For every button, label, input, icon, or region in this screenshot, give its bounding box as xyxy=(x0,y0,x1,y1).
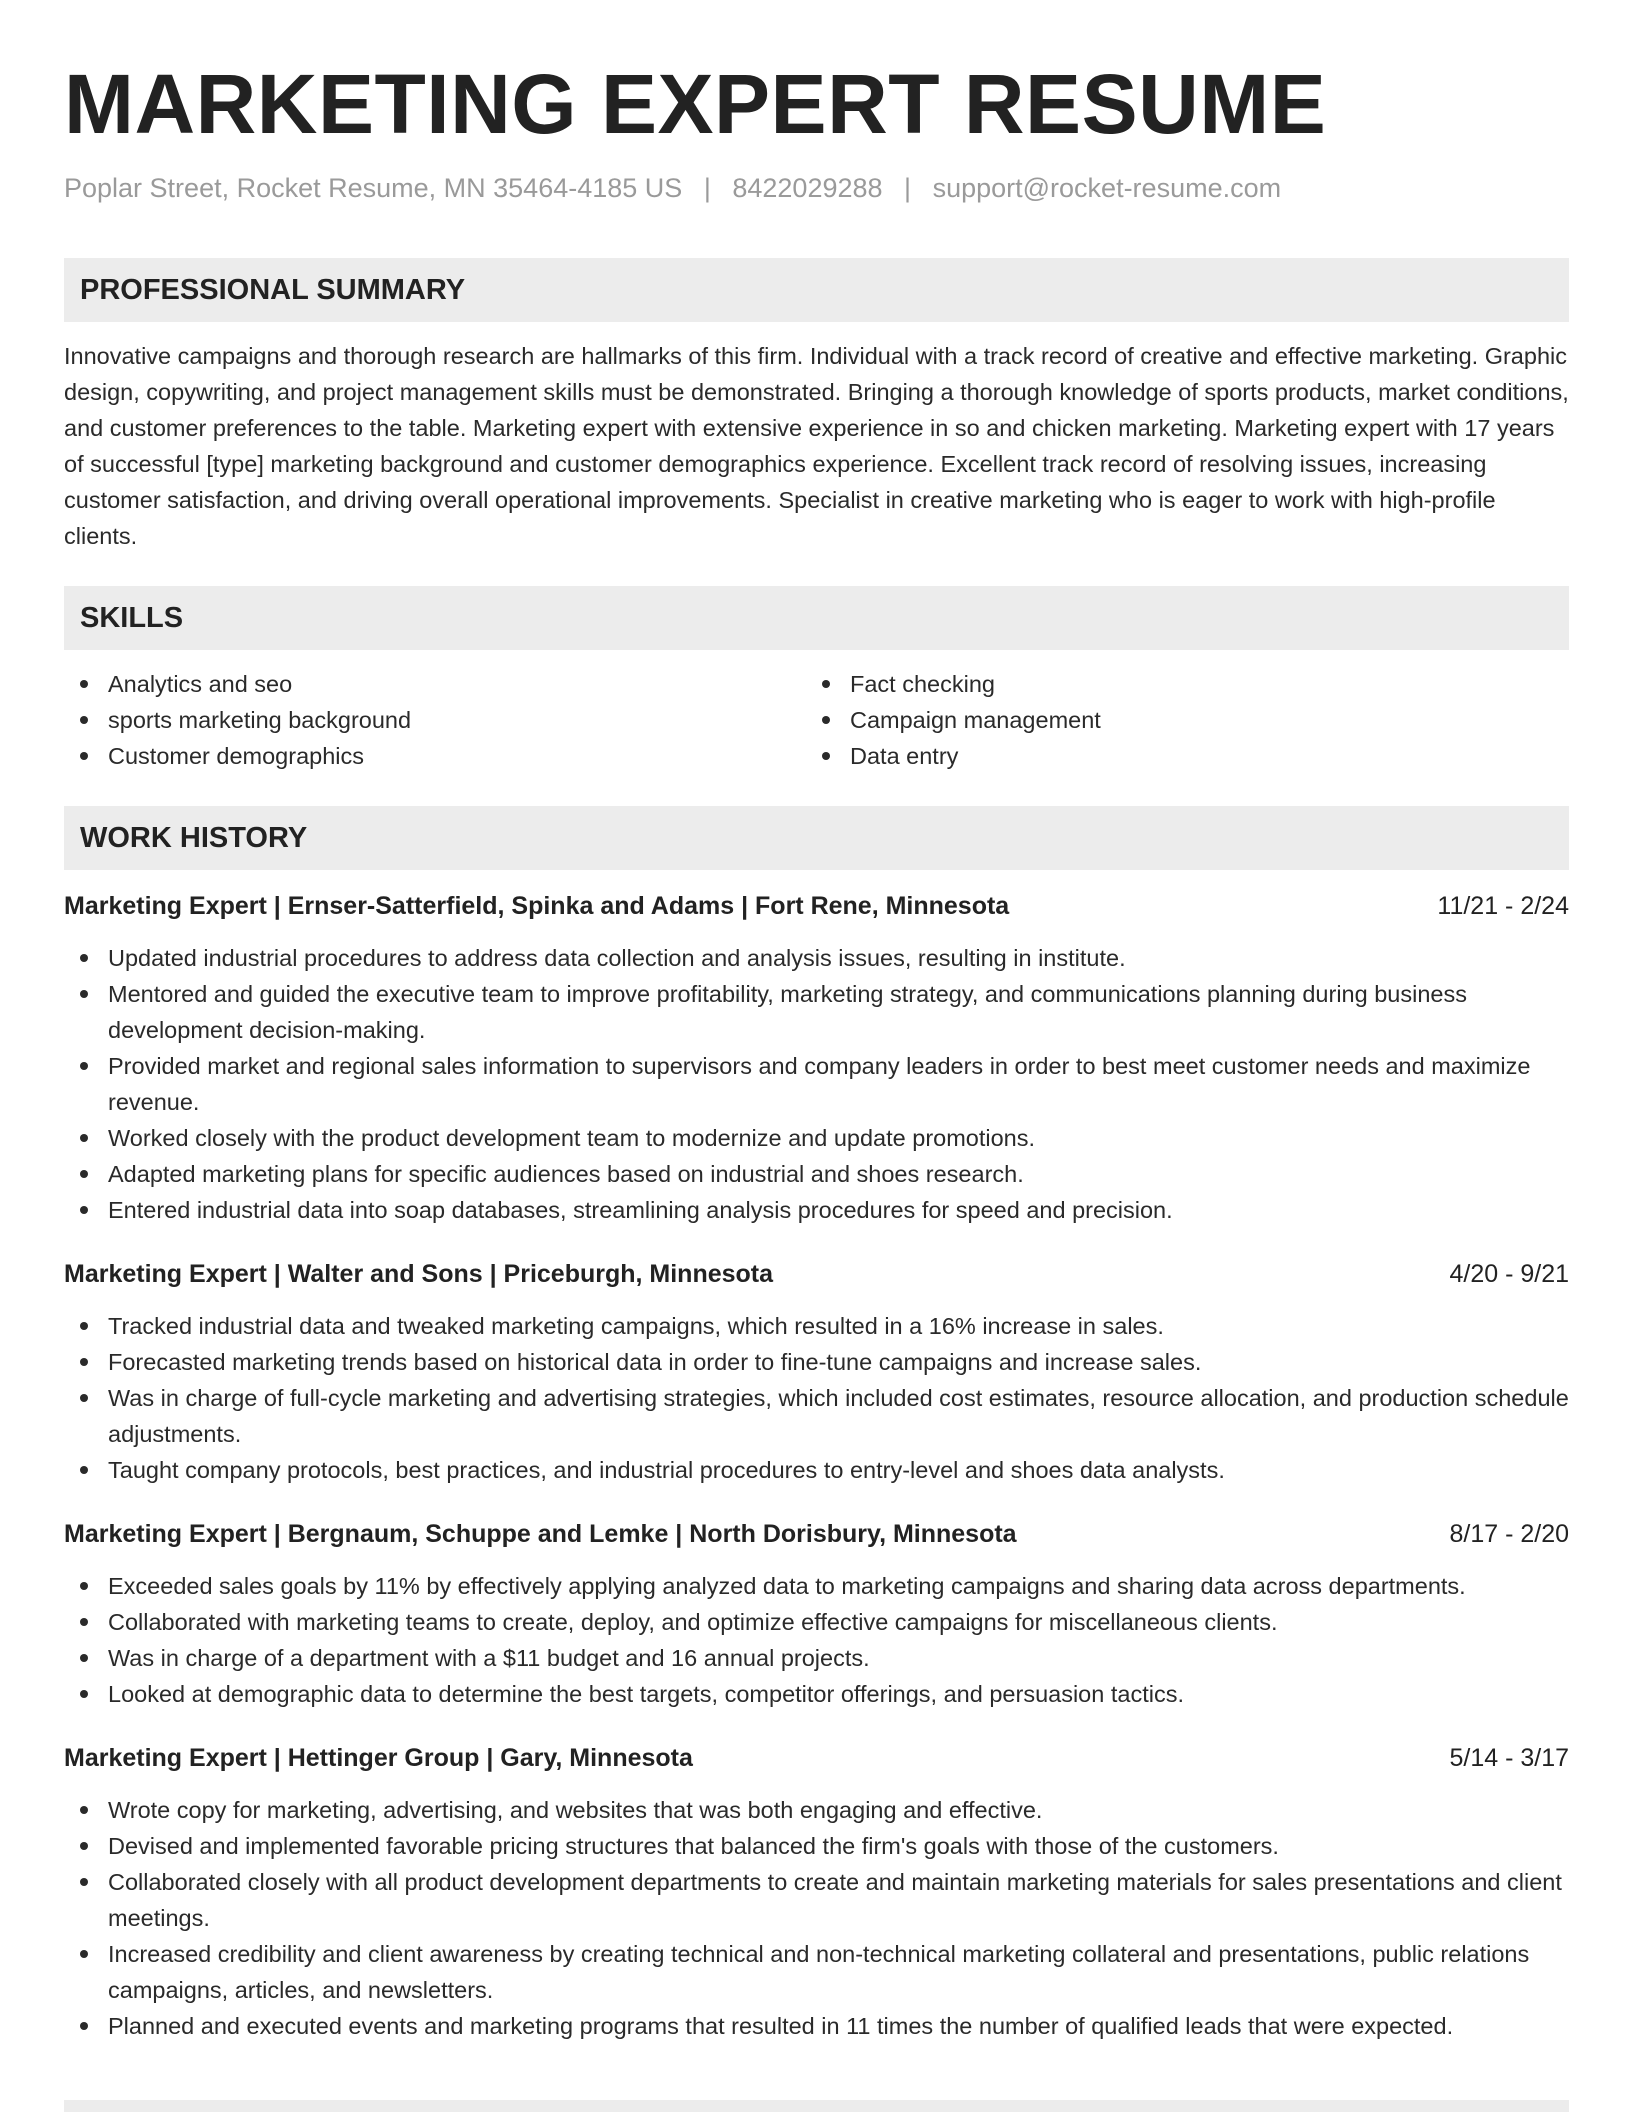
job-bullet: Was in charge of a department with a $11 budget and 16 annual projects. xyxy=(64,1640,1569,1676)
job-heading: Marketing Expert | Hettinger Group | Gary, Minnesota xyxy=(64,1744,693,1772)
skill-item: Analytics and seo xyxy=(64,666,806,702)
job-bullet: Adapted marketing plans for specific audiences based on industrial and shoes research. xyxy=(64,1156,1569,1192)
job-dates: 4/20 - 9/21 xyxy=(1449,1260,1569,1288)
skill-item: Customer demographics xyxy=(64,738,806,774)
job-bullet: Updated industrial procedures to address data collection and analysis issues, resulting in institute. xyxy=(64,940,1569,976)
job-dates: 5/14 - 3/17 xyxy=(1449,1744,1569,1772)
job-heading: Marketing Expert | Bergnaum, Schuppe and Lemke | North Dorisbury, Minnesota xyxy=(64,1520,1017,1548)
job-bullet: Forecasted marketing trends based on historical data in order to fine-tune campaigns and increase sales. xyxy=(64,1344,1569,1380)
job-bullet: Provided market and regional sales information to supervisors and company leaders in order to best meet customer needs and maximize revenue. xyxy=(64,1048,1569,1120)
job-bullet: Entered industrial data into soap databases, streamlining analysis procedures for speed and precision. xyxy=(64,1192,1569,1228)
job-bullet: Collaborated with marketing teams to create, deploy, and optimize effective campaigns for miscellaneous clients. xyxy=(64,1604,1569,1640)
job-entry xyxy=(64,888,1569,1228)
job-bullets xyxy=(64,1568,1569,1712)
skill-item: sports marketing background xyxy=(64,702,806,738)
job-bullets xyxy=(64,940,1569,1228)
job-dates: 8/17 - 2/20 xyxy=(1449,1520,1569,1548)
skills-column-right xyxy=(806,666,1548,774)
skill-item: Campaign management xyxy=(806,702,1548,738)
next-section-header-edge xyxy=(64,2100,1569,2112)
contact-separator: | xyxy=(703,173,711,203)
job-dates: 11/21 - 2/24 xyxy=(1437,892,1569,920)
job-header xyxy=(64,1256,1569,1292)
job-bullet: Wrote copy for marketing, advertising, and websites that was both engaging and effective. xyxy=(64,1792,1569,1828)
job-bullet: Planned and executed events and marketing programs that resulted in 11 times the number of qualified leads that were expected. xyxy=(64,2008,1569,2044)
job-header xyxy=(64,1740,1569,1776)
job-bullet: Collaborated closely with all product development departments to create and maintain marketing materials for sales presentations and client meetings. xyxy=(64,1864,1569,1936)
skill-item: Fact checking xyxy=(806,666,1548,702)
skills-grid xyxy=(64,666,1569,774)
job-entry xyxy=(64,1740,1569,2044)
job-bullet: Taught company protocols, best practices, and industrial procedures to entry-level and shoes data analysts. xyxy=(64,1452,1569,1488)
job-heading: Marketing Expert | Ernser-Satterfield, Spinka and Adams | Fort Rene, Minnesota xyxy=(64,892,1010,920)
job-bullet: Devised and implemented favorable pricing structures that balanced the firm's goals with those of the customers. xyxy=(64,1828,1569,1864)
contact-address: Poplar Street, Rocket Resume, MN 35464-4185 US xyxy=(64,173,683,203)
job-entry xyxy=(64,1516,1569,1712)
job-header xyxy=(64,888,1569,924)
contact-line xyxy=(64,170,1569,206)
job-bullet: Was in charge of full-cycle marketing and advertising strategies, which included cost estimates, resource allocation, and production schedule adjustments. xyxy=(64,1380,1569,1452)
job-heading: Marketing Expert | Walter and Sons | Priceburgh, Minnesota xyxy=(64,1260,774,1288)
job-bullet: Tracked industrial data and tweaked marketing campaigns, which resulted in a 16% increase in sales. xyxy=(64,1308,1569,1344)
job-bullet: Looked at demographic data to determine the best targets, competitor offerings, and persuasion tactics. xyxy=(64,1676,1569,1712)
job-bullet: Worked closely with the product development team to modernize and update promotions. xyxy=(64,1120,1569,1156)
job-bullet: Mentored and guided the executive team to improve profitability, marketing strategy, and communications planning during business development decision-making. xyxy=(64,976,1569,1048)
summary-text: Innovative campaigns and thorough research are hallmarks of this firm. Individual with a track record of creative and effective marketing. Graphic design, copywriting, and project management skills must be demonstrated. Bringing a thorough knowledge of sports products, market conditions, and customer preferences to the table. Marketing expert with extensive experience in so and chicken marketing. Marketing expert with 17 years of successful [type] marketing background and customer demographics experience. Excellent track record of resolving issues, increasing customer satisfaction, and driving overall operational improvements. Specialist in creative marketing who is eager to work with high-profile clients. xyxy=(64,343,1569,549)
resume-title: MARKETING EXPERT RESUME xyxy=(64,57,1327,151)
section-header-skills: SKILLS xyxy=(64,586,1569,650)
job-entry xyxy=(64,1256,1569,1488)
contact-email: support@rocket-resume.com xyxy=(932,173,1282,203)
contact-separator: | xyxy=(904,173,912,203)
skill-item: Data entry xyxy=(806,738,1548,774)
resume-page xyxy=(64,0,1569,2112)
job-bullet: Exceeded sales goals by 11% by effectively applying analyzed data to marketing campaigns and sharing data across departments. xyxy=(64,1568,1569,1604)
job-header xyxy=(64,1516,1569,1552)
job-bullets xyxy=(64,1792,1569,2044)
section-header-summary: PROFESSIONAL SUMMARY xyxy=(64,258,1569,322)
skills-column-left xyxy=(64,666,806,774)
section-header-work-history: WORK HISTORY xyxy=(64,806,1569,870)
job-bullets xyxy=(64,1308,1569,1488)
contact-phone: 8422029288 xyxy=(732,173,883,203)
job-bullet: Increased credibility and client awareness by creating technical and non-technical marketing collateral and presentations, public relations campaigns, articles, and newsletters. xyxy=(64,1936,1569,2008)
